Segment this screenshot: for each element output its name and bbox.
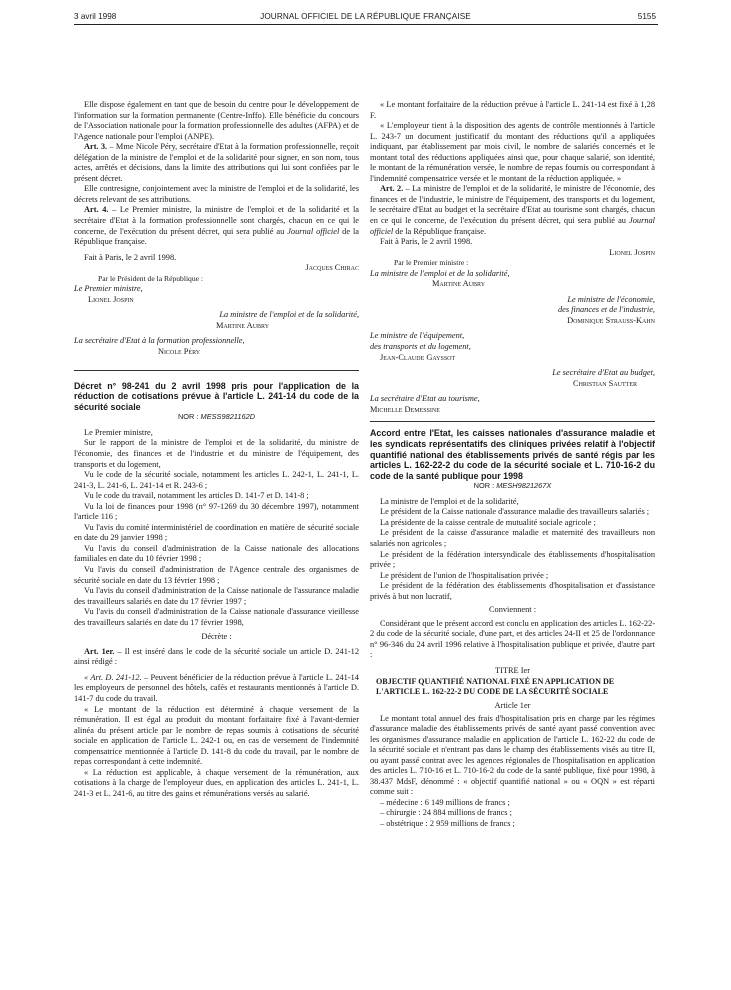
- quote-paragraph: « La réduction est applicable, à chaque versement de la rémunération, aux cotisations à la charge de l'employeur dues, en application des articles L. 241-1, L. 241-3 et L. 241-6, au titre des gains et rémunérations versés au salarié.: [74, 767, 359, 798]
- signatory: Le président de l'union de l'hospitalisation privée ;: [380, 570, 549, 580]
- article-label: Art. 4.: [84, 205, 109, 215]
- signature-strauss-kahn: Dominique Strauss-Kahn: [567, 315, 655, 325]
- article-label: Art. 2.: [380, 184, 404, 194]
- signatory: Le président de la fédération des établissements d'hospitalisation et d'assistance privés à but non lucratif,: [370, 581, 655, 601]
- visa: Vu l'avis du conseil d'administration de l'Agence centrale des organismes de sécurité sociale en date du 13 février 1998 ;: [74, 565, 359, 585]
- ministre-equipement-title: Le ministre de l'équipement,: [370, 331, 465, 341]
- nor-label: NOR :: [177, 412, 201, 422]
- signature-jospin: Lionel Jospin: [88, 294, 134, 304]
- nor-code: MESH9821267X: [496, 481, 552, 491]
- list-item: – chirurgie : 24 884 millions de francs ;: [380, 808, 512, 818]
- list-item: – médecine : 6 149 millions de francs ;: [380, 797, 510, 807]
- right-column: [370, 100, 655, 830]
- signature-chirac: Jacques Chirac: [305, 263, 359, 273]
- article-label: « Art. D. 241-12.: [84, 672, 142, 682]
- section-divider: [74, 358, 359, 371]
- article-text: – Peuvent bénéficier de la réduction prévue à l'article L. 241-14 les employeurs de personnel des hôtels, cafés et restaurants mentionnés à l'article D. 141-7 du code du travail.: [74, 672, 359, 704]
- fait-a-paris: Fait à Paris, le 2 avril 1998.: [380, 237, 473, 247]
- article-text: – Le Premier ministre, la ministre de l'emploi et de la solidarité et la secrétaire d'Etat à la formation professionnelle sont chargés, chacun en ce qui le concerne, de l'exécution du présent décret, qui sera publié au: [74, 205, 359, 236]
- signature-sautter: Christian Sautter: [573, 378, 637, 388]
- fait-a-paris: Fait à Paris, le 2 avril 1998.: [84, 252, 177, 262]
- signature-pery: Nicole Péry: [158, 347, 201, 357]
- article-3: [74, 142, 359, 184]
- premier-ministre-title: Le Premier ministre,: [74, 284, 143, 294]
- visa: Vu l'avis du comité interministériel de coordination en matière de sécurité sociale en date du 29 janvier 1998 ;: [74, 522, 359, 543]
- nor-code: MESS9821162D: [200, 412, 256, 422]
- secretaire-budget-title: Le secrétaire d'Etat au budget,: [552, 368, 655, 378]
- titre-subheading: OBJECTIF QUANTIFIÉ NATIONAL FIXÉ EN APPLICATION DE L'ARTICLE L. 162-22-2 DU CODE DE LA SÉCURITÉ SOCIALE: [376, 676, 615, 696]
- header-page-number: 5155: [637, 12, 656, 21]
- signature-gayssot: Jean-Claude Gayssot: [380, 352, 456, 362]
- article-text-end: de la République française.: [393, 226, 487, 236]
- par-le-president: Par le Président de la République :: [98, 273, 204, 283]
- visa: Le Premier ministre,: [84, 427, 153, 437]
- quote-paragraph: « L'employeur tient à la disposition des agents de contrôle mentionnés à l'article L. 243-7 un document justificatif du montant des réductions qu'il a appliquées indiquant, par établissement par mois civil, le nombre de salariés concernés et le montant total des réductions appliquées ainsi que, pour chaque salarié, son identité, le montant de la rémunération versée, le nombre de repas fournis ou correspondant à l'indemnité compensatrice versée et le montant de la réduction appliquée. »: [370, 121, 655, 183]
- decrete: Décrète :: [201, 632, 232, 642]
- conviennent: Conviennent :: [488, 605, 537, 615]
- visa: Vu l'avis du conseil d'administration de la Caisse nationale des allocations familiales en date du 10 février 1998 ;: [74, 543, 359, 564]
- signature-aubry: Martine Aubry: [432, 279, 486, 289]
- ministre-emploi-title: La ministre de l'emploi et de la solidarité,: [370, 268, 510, 278]
- paragraph: Elle dispose également en tant que de besoin du centre pour le développement de l'information sur la formation permanente (Centre-Inffo). Elle bénéficie du concours de l'Association nationale pour la formation professionnelle des adultes (AFPA) et de l'Agence nationale pour l'emploi (ANPE).: [74, 100, 359, 141]
- visa: Vu l'avis du conseil d'administration de la Caisse nationale d'assurance vieillesse des travailleurs salariés en date du 17 février 1998,: [74, 607, 359, 627]
- journal-officiel: Journal officiel: [287, 226, 340, 236]
- left-column: [74, 100, 359, 800]
- list-item: – obstétrique : 2 959 millions de francs ;: [380, 819, 515, 828]
- article-1: [74, 647, 359, 668]
- par-le-premier-ministre: Par le Premier ministre :: [394, 258, 469, 268]
- visa: Vu le code du travail, notamment les articles D. 141-7 et D. 141-8 ;: [84, 491, 309, 501]
- visa: Vu l'avis du conseil d'administration de la Caisse nationale de l'assurance maladie des travailleurs salariés en date du 17 février 1997 ;: [74, 586, 359, 606]
- visa: Vu la loi de finances pour 1998 (n° 97-1269 du 30 décembre 1997), notamment l'article 116 ;: [74, 501, 359, 522]
- signatory: Le président de la caisse d'assurance maladie et maternité des travailleurs non salariés non agricoles ;: [370, 528, 655, 549]
- titre-heading: TITRE Ier: [495, 666, 530, 676]
- visa: Vu le code de la sécurité sociale, notamment les articles L. 242-1, L. 241-1, L. 241-3, L. 241-6, L. 241-14 et R. 243-6 ;: [74, 470, 359, 490]
- quote-paragraph: « Le montant forfaitaire de la réduction prévue à l'article L. 241-14 est fixé à 1,28 F.: [370, 100, 655, 120]
- considerant: Considérant que le présent accord est conclu en application des articles L. 162-22-2 du code de la sécurité sociale, d'une part, et des articles 24-II et 25 de l'ordonnance n° 96-346 du 24 avril 1996 relative à l'hospitalisation publique et privée, d'autre part :: [370, 618, 656, 660]
- article-text-end: de la République française.: [74, 226, 359, 247]
- signatory: Le président de la Caisse nationale d'assurance maladie des travailleurs salariés ;: [380, 507, 650, 517]
- quote-paragraph: « Le montant de la réduction est déterminé à chaque versement de la rémunération. Il est égal au produit du montant forfaitaire fixé à l'avant-dernier alinéa du présent article par le nombre de repas soumis à cotisations de sécurité sociale en application de l'article L. 242-1 ou, en cas de versement de l'indemnité compensatrice mentionnée à l'article D. 141-8 du code du travail, par le nombre de repas correspondant à cette indemnité.: [74, 704, 359, 767]
- journal-officiel: Journal officiel: [370, 216, 655, 236]
- page-header: [0, 0, 731, 30]
- signature-jospin: Lionel Jospin: [609, 247, 655, 257]
- section-divider: [370, 415, 655, 422]
- article-text: – La ministre de l'emploi et de la solidarité, le ministre de l'économie, des finances et de l'industrie, le ministre de l'équipement, des transports et du logement, le secrétaire d'Etat au budget et la secrétaire d'Etat au tourisme sont chargés, chacun en ce qui le concerne, de l'exécution du présent décret, qui sera publié au: [370, 184, 655, 226]
- visa: Sur le rapport de la ministre de l'emploi et de la solidarité, du ministre de l'économie, des finances et de l'industrie et du ministre de l'équipement, des transports et du logement,: [74, 438, 359, 469]
- paragraph: Elle contresigne, conjointement avec la ministre de l'emploi et de la solidarité, les décrets relevant de ses attributions.: [74, 184, 359, 204]
- secretaire-formation-title: La secrétaire d'Etat à la formation professionnelle,: [74, 336, 245, 346]
- nor-label: NOR :: [473, 481, 497, 491]
- signature-demessine: Michelle Demessine: [370, 404, 440, 414]
- article-text: – Il est inséré dans le code de la sécurité sociale un article D. 241-12 ainsi rédigé :: [74, 646, 359, 667]
- article-text: – Mme Nicole Péry, secrétaire d'Etat à la formation professionnelle, reçoit délégation de la ministre de l'emploi et de la solidarité pour signer, en son nom, tous actes, arrêtés et décisions, dans la limite des attributions qui lui sont confiées par le présent décret.: [74, 142, 360, 183]
- header-date: 3 avril 1998: [74, 12, 117, 21]
- signatory: La présidente de la caisse centrale de mutualité sociale agricole ;: [380, 517, 596, 527]
- header-rule: [74, 24, 658, 25]
- ministre-economie-title-2: des finances et de l'industrie,: [557, 305, 655, 315]
- ministre-emploi-title: La ministre de l'emploi et de la solidarité,: [219, 310, 359, 320]
- article-d241-12: [74, 673, 359, 705]
- signatory: Le président de la fédération intersyndicale des établissements d'hospitalisation privée ;: [370, 549, 655, 570]
- article-heading: Article 1er: [494, 700, 531, 710]
- ministre-economie-title: Le ministre de l'économie,: [567, 294, 655, 304]
- decret-title: Décret n° 98-241 du 2 avril 1998 pris pour l'application de la réduction de cotisations prévue à l'article L. 241-14 du code de la sécurité sociale: [74, 380, 359, 412]
- article-2: [370, 184, 655, 237]
- signature-aubry: Martine Aubry: [216, 320, 270, 330]
- header-journal-title: JOURNAL OFFICIEL DE LA RÉPUBLIQUE FRANÇAISE: [260, 12, 471, 21]
- nor-reference: [370, 481, 655, 492]
- signatory: La ministre de l'emploi et de la solidarité,: [380, 496, 519, 506]
- article-body: Le montant total annuel des frais d'hospitalisation pris en charge par les régimes d'assurance maladie des établissements privés de santé ayant passé convention avec les organismes d'assurance maladie en application de l'article L. 162-22 du code de la sécurité sociale et n'entrant pas dans le champ des établissements visés au titre II, ou ayant passé contrat avec les agences régionales de l'hospitalisation en application des articles L. 710-16 et L. 710-16-2 du code de la santé publique, fixé pour 1998, à 38.437 MdsF, dénommé : « objectif quantifié national » ou « OQN » est réparti comme suit :: [370, 713, 655, 797]
- article-label: Art. 3.: [84, 142, 108, 152]
- article-label: Art. 1er.: [84, 646, 115, 656]
- nor-reference: [74, 412, 359, 423]
- article-4: [74, 205, 359, 247]
- accord-title: Accord entre l'Etat, les caisses nationales d'assurance maladie et les syndicats représentatifs des cliniques privées relatif à l'objectif quantifié national des établissements privés de santé régis par les articles L. 162-22-2 du code de la sécurité sociale et L. 710-16-2 du code de la santé publique pour 1998: [370, 428, 655, 481]
- secretaire-tourisme-title: La secrétaire d'Etat au tourisme,: [370, 394, 480, 404]
- ministre-equipement-title-2: des transports et du logement,: [370, 342, 471, 352]
